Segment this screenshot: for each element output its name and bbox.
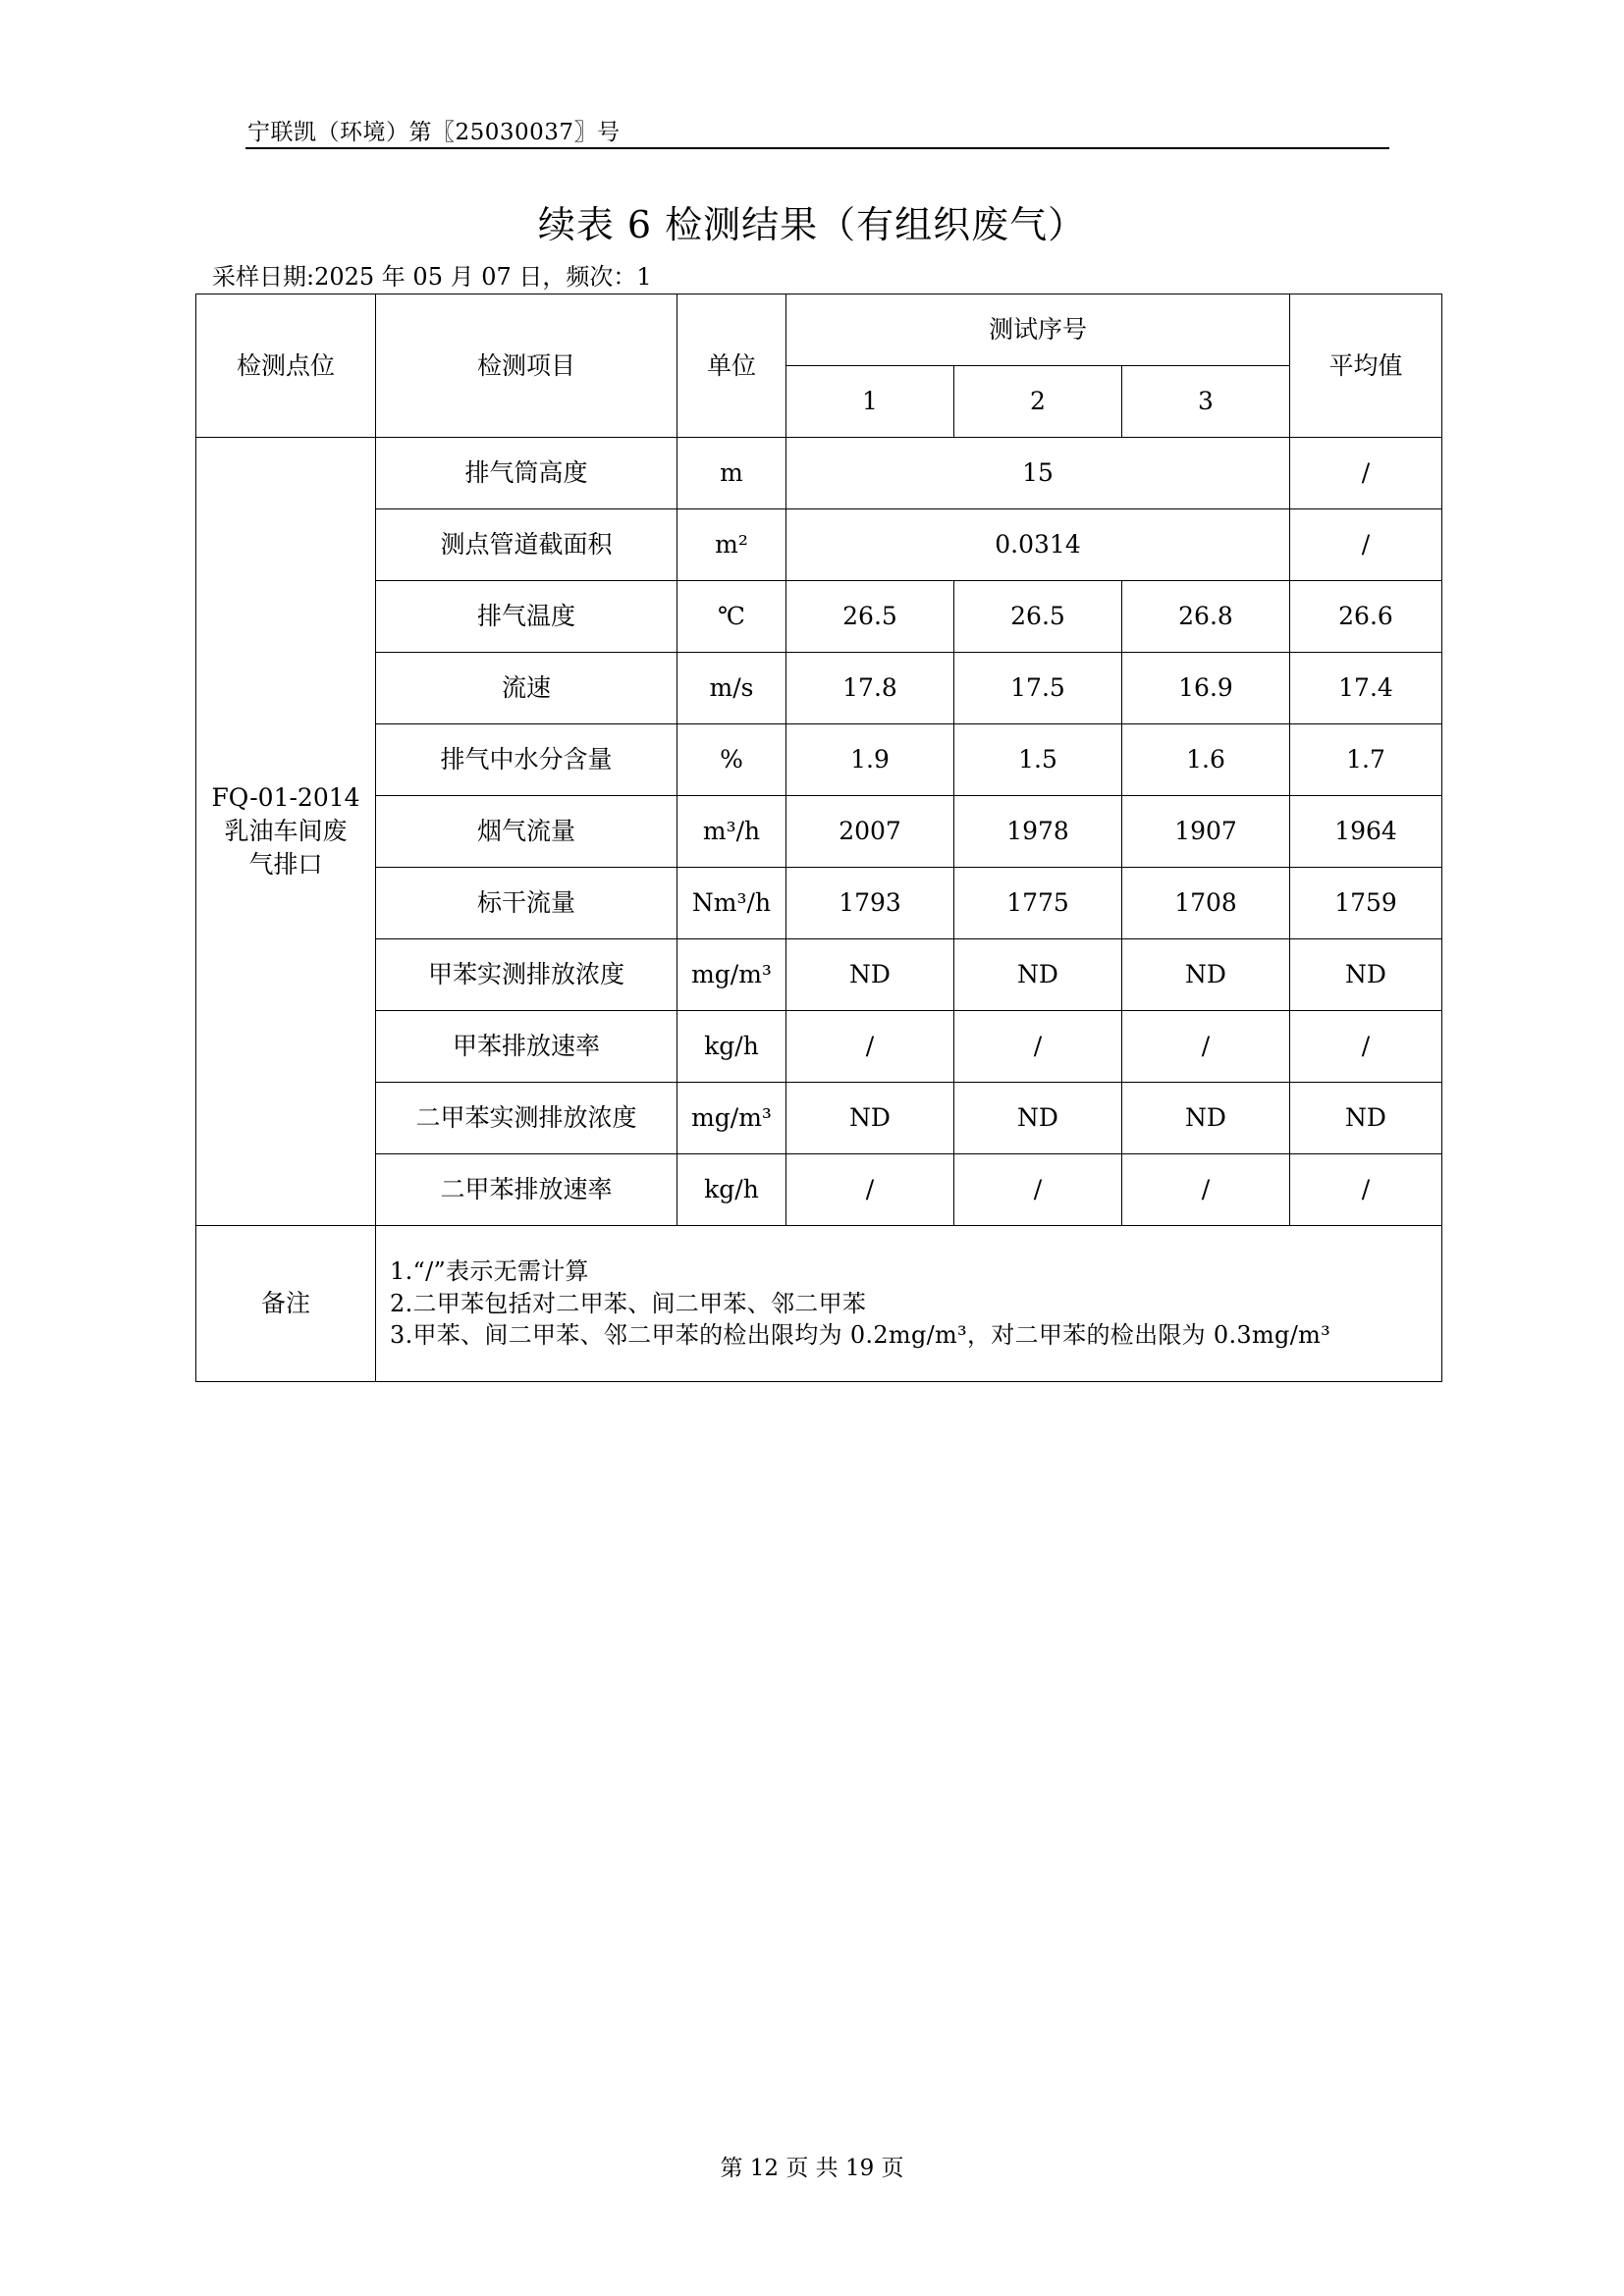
row-average: ND bbox=[1290, 939, 1442, 1011]
row-unit: m bbox=[677, 438, 786, 509]
header-test-seq: 测试序号 bbox=[786, 294, 1290, 366]
row-unit: m³/h bbox=[677, 796, 786, 868]
row-item: 甲苯实测排放浓度 bbox=[376, 939, 677, 1011]
row-average: 1.7 bbox=[1290, 724, 1442, 796]
row-unit: mg/m³ bbox=[677, 1083, 786, 1154]
header-point: 检测点位 bbox=[196, 294, 376, 438]
row-value-2: ND bbox=[954, 1083, 1122, 1154]
row-average: 26.6 bbox=[1290, 581, 1442, 653]
row-item: 甲苯排放速率 bbox=[376, 1011, 677, 1083]
row-value-1: 1793 bbox=[786, 868, 954, 939]
row-average: / bbox=[1290, 1154, 1442, 1226]
header-seq-2: 2 bbox=[954, 366, 1122, 438]
row-value-1: ND bbox=[786, 1083, 954, 1154]
row-value-3: 26.8 bbox=[1122, 581, 1290, 653]
row-merged-value: 0.0314 bbox=[786, 509, 1290, 581]
row-unit: kg/h bbox=[677, 1011, 786, 1083]
row-average: 1964 bbox=[1290, 796, 1442, 868]
header-item: 检测项目 bbox=[376, 294, 677, 438]
row-value-2: 1978 bbox=[954, 796, 1122, 868]
row-value-2: / bbox=[954, 1011, 1122, 1083]
document-number: 宁联凯（环境）第〖25030037〗号 bbox=[247, 120, 621, 145]
row-unit: % bbox=[677, 724, 786, 796]
row-average: 1759 bbox=[1290, 868, 1442, 939]
sampling-info: 采样日期:2025 年 05 月 07 日，频次：1 bbox=[212, 263, 652, 291]
row-value-2: 17.5 bbox=[954, 653, 1122, 724]
row-value-2: 26.5 bbox=[954, 581, 1122, 653]
row-value-3: ND bbox=[1122, 939, 1290, 1011]
row-average: / bbox=[1290, 509, 1442, 581]
table-row bbox=[196, 796, 1442, 868]
row-unit: kg/h bbox=[677, 1154, 786, 1226]
note-line-1: 1.“/”表示无需计算 bbox=[390, 1257, 589, 1286]
row-average: / bbox=[1290, 1011, 1442, 1083]
table-row bbox=[196, 939, 1442, 1011]
row-value-3: ND bbox=[1122, 1083, 1290, 1154]
row-unit: m² bbox=[677, 509, 786, 581]
table-row bbox=[196, 438, 1442, 509]
header-rule bbox=[245, 147, 1389, 149]
header-seq-1: 1 bbox=[786, 366, 954, 438]
header-unit: 单位 bbox=[677, 294, 786, 438]
page-title: 续表 6 检测结果（有组织废气） bbox=[537, 203, 1087, 246]
row-value-1: / bbox=[786, 1154, 954, 1226]
row-item: 烟气流量 bbox=[376, 796, 677, 868]
note-line-3: 3.甲苯、间二甲苯、邻二甲苯的检出限均为 0.2mg/m³，对二甲苯的检出限为 0.3mg/m³ bbox=[390, 1321, 1331, 1350]
row-value-2: / bbox=[954, 1154, 1122, 1226]
notes-row bbox=[196, 1226, 1442, 1382]
notes-content bbox=[376, 1226, 1442, 1382]
row-value-1: 26.5 bbox=[786, 581, 954, 653]
row-value-2: 1.5 bbox=[954, 724, 1122, 796]
notes-label: 备注 bbox=[196, 1226, 376, 1382]
row-value-3: 1907 bbox=[1122, 796, 1290, 868]
row-item: 流速 bbox=[376, 653, 677, 724]
row-value-2: ND bbox=[954, 939, 1122, 1011]
row-value-3: 1708 bbox=[1122, 868, 1290, 939]
table-row bbox=[196, 509, 1442, 581]
point-name-line-3: 气排口 bbox=[248, 849, 323, 879]
table-row bbox=[196, 653, 1442, 724]
row-value-1: / bbox=[786, 1011, 954, 1083]
row-item: 排气筒高度 bbox=[376, 438, 677, 509]
table-row bbox=[196, 868, 1442, 939]
row-value-1: 1.9 bbox=[786, 724, 954, 796]
table-row bbox=[196, 724, 1442, 796]
table-row bbox=[196, 1083, 1442, 1154]
table-row bbox=[196, 581, 1442, 653]
row-value-2: 1775 bbox=[954, 868, 1122, 939]
row-value-3: / bbox=[1122, 1154, 1290, 1226]
point-name-line-2: 乳油车间废 bbox=[224, 817, 348, 846]
row-item: 测点管道截面积 bbox=[376, 509, 677, 581]
row-average: / bbox=[1290, 438, 1442, 509]
row-average: ND bbox=[1290, 1083, 1442, 1154]
row-unit: mg/m³ bbox=[677, 939, 786, 1011]
table-row bbox=[196, 1011, 1442, 1083]
row-value-1: 17.8 bbox=[786, 653, 954, 724]
page-number: 第 12 页 共 19 页 bbox=[720, 2156, 904, 2181]
table-row bbox=[196, 1154, 1442, 1226]
header-average: 平均值 bbox=[1290, 294, 1442, 438]
row-unit: m/s bbox=[677, 653, 786, 724]
row-merged-value: 15 bbox=[786, 438, 1290, 509]
row-average: 17.4 bbox=[1290, 653, 1442, 724]
row-value-3: 16.9 bbox=[1122, 653, 1290, 724]
header-seq-3: 3 bbox=[1122, 366, 1290, 438]
note-line-2: 2.二甲苯包括对二甲苯、间二甲苯、邻二甲苯 bbox=[390, 1289, 867, 1317]
row-item: 排气温度 bbox=[376, 581, 677, 653]
header-row-1 bbox=[196, 294, 1442, 366]
monitoring-point-cell bbox=[196, 438, 376, 1226]
row-item: 二甲苯排放速率 bbox=[376, 1154, 677, 1226]
row-value-3: 1.6 bbox=[1122, 724, 1290, 796]
row-value-1: 2007 bbox=[786, 796, 954, 868]
row-unit: ℃ bbox=[677, 581, 786, 653]
row-item: 标干流量 bbox=[376, 868, 677, 939]
row-item: 排气中水分含量 bbox=[376, 724, 677, 796]
row-unit: Nm³/h bbox=[677, 868, 786, 939]
row-value-1: ND bbox=[786, 939, 954, 1011]
results-table bbox=[195, 294, 1442, 1382]
point-name-line-1: FQ-01-2014 bbox=[211, 783, 360, 813]
row-value-3: / bbox=[1122, 1011, 1290, 1083]
row-item: 二甲苯实测排放浓度 bbox=[376, 1083, 677, 1154]
